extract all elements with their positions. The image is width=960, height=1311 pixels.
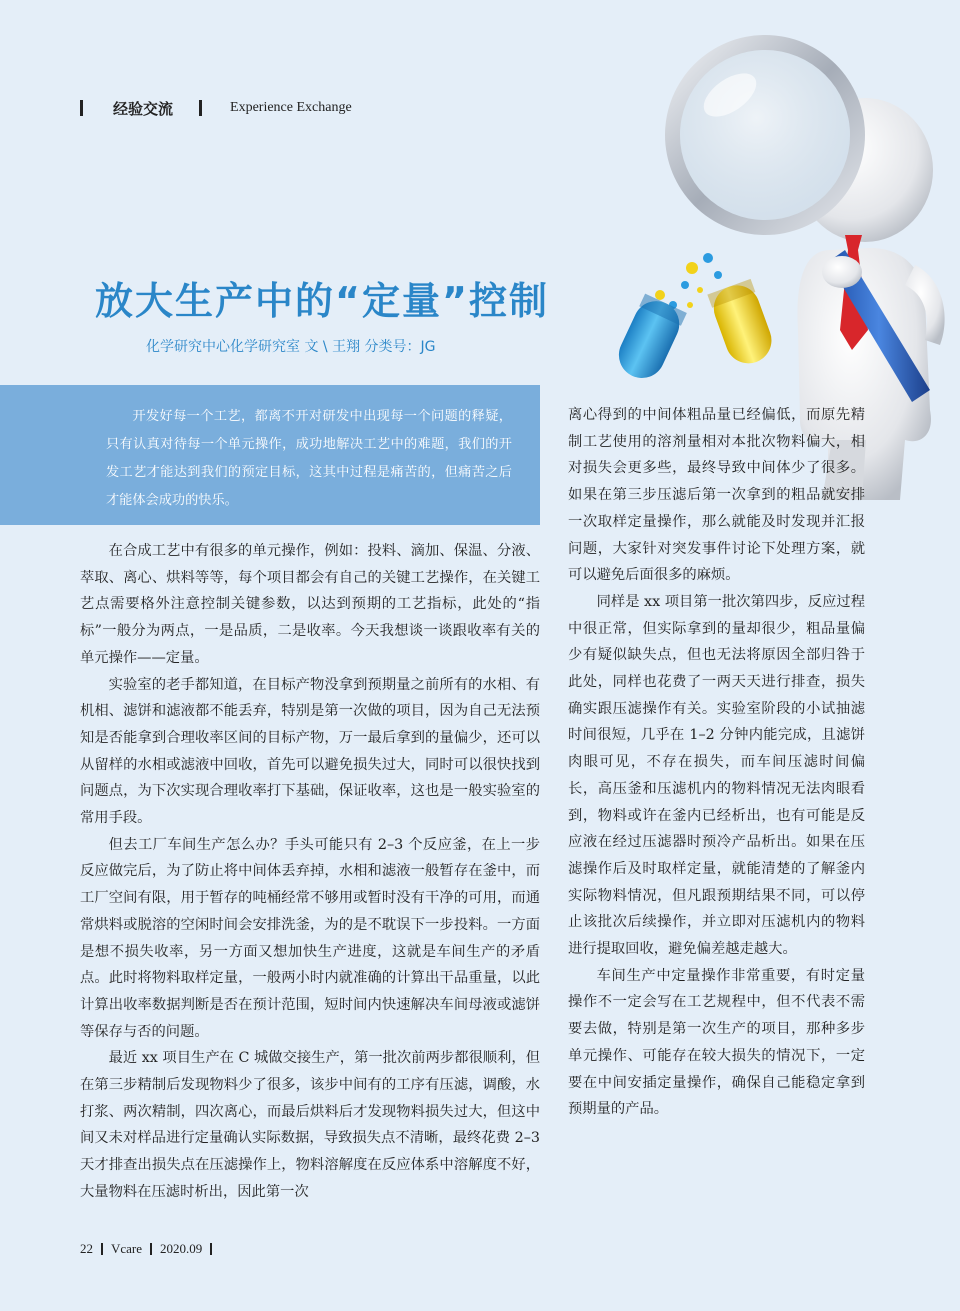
- header-divider-left: [80, 100, 83, 116]
- abstract-box: [0, 385, 540, 525]
- body-paragraph: 车间生产中定量操作非常重要，有时定量操作不一定会写在工艺规程中，但不代表不需要去做，特别是第一次生产的项目，那种多步单元操作、可能存在较大损失的情况下，一定要在中间安插定量操作，确保自己能稳定拿到预期量的产品。: [568, 967, 865, 1118]
- body-paragraph: 同样是 xx 项目第一批次第四步，反应过程中很正常，但实际拿到的量却很少，粗品量偏少有疑似缺失点，但也无法将原因全部归咎于此处，同样也花费了一两天天进行排查，损失确实跟压滤操作有关。实验室阶段的小试抽滤时间很短，几乎在 1–2 分钟内能完成，且滤饼肉眼可见，不存在损失，而车间压滤时间偏长，高压釜和压滤机内的物料情况无法肉眼看到，物料或许在釜内已经析出，也有可能是反应液在经过压滤器时预冷产品析出。如果在压滤操作后及时取样定量，就能清楚的了解釜内实际物料情况，但凡跟预期结果不同，可以停止该批次后续操作，并立即对压滤机内的物料进行提取回收，避免偏差越走越大。: [568, 593, 865, 958]
- issue-date: 2020.09: [160, 1241, 203, 1256]
- footer-divider: [150, 1243, 152, 1255]
- body-paragraph: 在合成工艺中有很多的单元操作，例如：投料、滴加、保温、分液、萃取、离心、烘料等等，每个项目都会有自己的关键工艺操作，在关键工艺点需要格外注意控制关键参数，以达到预期的工艺指标，此处的“指标”一般分为两点，一是品质，二是收率。今天我想谈一谈跟收率有关的单元操作——定量。: [80, 543, 540, 666]
- page-number: 22: [80, 1241, 93, 1256]
- section-name-en: Experience Exchange: [230, 100, 352, 115]
- body-paragraph: 最近 xx 项目生产在 C 城做交接生产，第一批次前两步都很顺利，但在第三步精制后发现物料少了很多，该步中间有的工序有压滤，调酸，水打浆、两次精制，四次离心，而最后烘料后才发现物料损失过大，但这中间又未对样品进行定量确认实际数据，导致损失点不清晰，最终花费 2–3 天才排查出损失点在压滤操作上，物料溶解度在反应体系中溶解度不好，大量物料在压滤时析出，因此第一次: [80, 1050, 540, 1200]
- footer-divider: [101, 1243, 103, 1255]
- article-title: 放大生产中的“定量”控制: [95, 279, 549, 323]
- header-divider-middle: [199, 100, 202, 116]
- abstract-text: 开发好每一个工艺，都离不开对研发中出现每一个问题的释疑，只有认真对待每一个单元操作，成功地解决工艺中的难题，我们的开发工艺才能达到我们的预定目标，这其中过程是痛苦的，但痛苦之后才能体会成功的快乐。: [106, 409, 512, 508]
- magazine-name: Vcare: [111, 1241, 143, 1256]
- body-paragraph: 实验室的老手都知道，在目标产物没拿到预期量之前所有的水相、有机相、滤饼和滤液都不能丢弃，特别是第一次做的项目，因为自己无法预知是否能拿到合理收率区间的目标产物，万一最后拿到的量偏少，还可以从留样的水相或滤液中回收，首先可以避免损失过大，同时可以很快找到问题点，为下次实现合理收率打下基础，保证收率，这也是一般实验室的常用手段。: [80, 676, 540, 827]
- section-name-cn: 经验交流: [113, 99, 174, 118]
- body-column-right: [568, 402, 865, 1123]
- footer-divider: [210, 1243, 212, 1255]
- body-paragraph-continued: 离心得到的中间体粗品量已经偏低，而原先精制工艺使用的溶剂量相对本批次物料偏大，相对损失会更多些，最终导致中间体少了很多。如果在第三步压滤后第一次拿到的粗品就安排一次取样定量操作，那么就能及时发现并汇报问题，大家针对突发事件讨论下处理方案，就可以避免后面很多的麻烦。: [568, 407, 865, 584]
- page-header: [80, 97, 352, 119]
- body-column-left: [80, 538, 540, 1206]
- body-paragraph: 但去工厂车间生产怎么办？手头可能只有 2–3 个反应釜，在上一步反应做完后，为了防止将中间体丢弃掉，水相和滤液一般暂存在釜中，而工厂空间有限，用于暂存的吨桶经常不够用或暂时没有干净的可用，而通常烘料或脱溶的空闲时间会安排洗釜，为的是不耽误下一步投料。一方面是想不损失收率，另一方面又想加快生产进度，这就是车间生产的矛盾点。此时将物料取样定量，一般两小时内就准确的计算出干品重量，以此计算出收率数据判断是否在预计范围，短时间内快速解决车间母液或滤饼等保存与否的问题。: [80, 836, 540, 1040]
- article-byline: 化学研究中心化学研究室 文 \ 王翔 分类号：JG: [146, 339, 436, 355]
- page-footer: [80, 1240, 220, 1258]
